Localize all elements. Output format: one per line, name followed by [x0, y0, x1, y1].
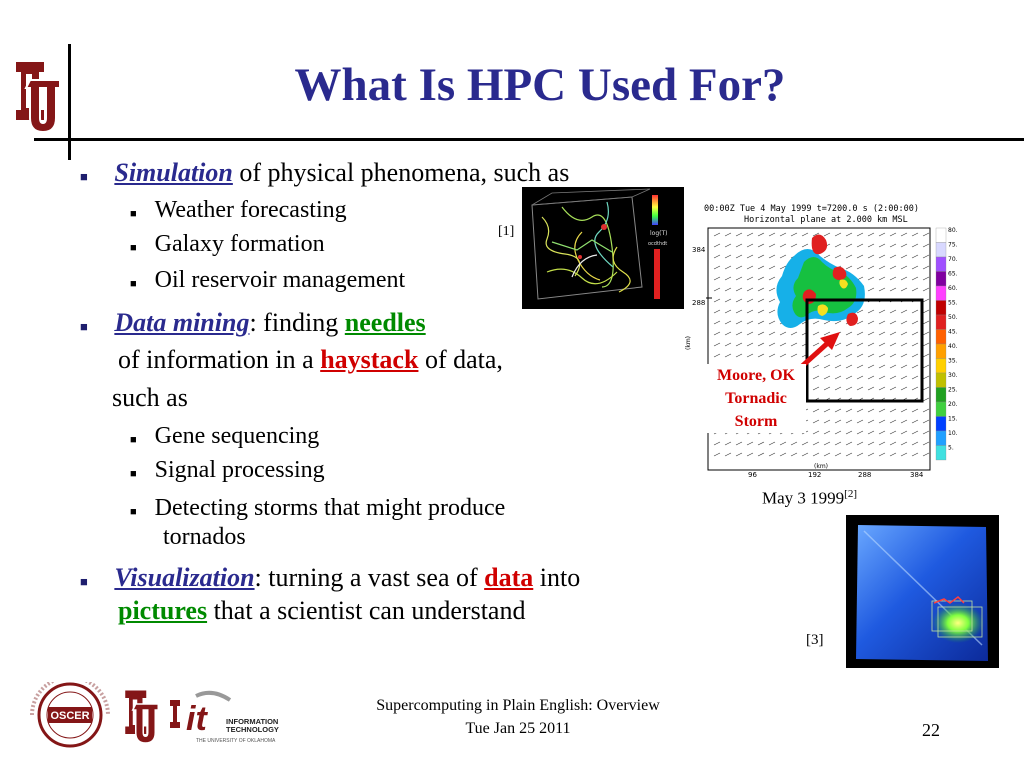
- x-tick-96: 96: [748, 471, 757, 478]
- galaxy-simulation-image: [522, 187, 684, 309]
- keyword-simulation: Simulation: [114, 158, 233, 187]
- scale-label: 75.: [948, 241, 958, 249]
- slide-title: What Is HPC Used For?: [294, 59, 786, 111]
- bullet-square-icon: ■: [130, 468, 137, 480]
- footer-text: [330, 694, 706, 740]
- sub-bullet-storms-cont: tornados: [163, 524, 246, 550]
- citation-1: [1]: [498, 224, 515, 239]
- x-tick-288: 288: [858, 471, 872, 478]
- scale-label: 60.: [948, 285, 958, 292]
- x-axis-unit: (km): [814, 463, 829, 470]
- sub-bullet-weather: ■ Weather forecasting: [130, 197, 347, 223]
- scale-label: 15.: [948, 415, 958, 423]
- oscer-logo-text: OSCER: [50, 710, 90, 722]
- scale-label: 45.: [948, 328, 958, 336]
- bullet-square-icon: ■: [130, 434, 137, 446]
- storm-header-1: 00:00Z Tue 4 May 1999 t=7200.0 s (2:00:00): [704, 204, 919, 214]
- it-logo-line-1: INFORMATION: [226, 717, 279, 726]
- bullet-square-icon: ■: [80, 574, 88, 589]
- sub-bullet-gene: ■ Gene sequencing: [130, 423, 320, 449]
- storm-header-2: Horizontal plane at 2.000 km MSL: [744, 215, 908, 225]
- ou-it-logo: [166, 686, 290, 746]
- it-logo-text: it: [186, 700, 207, 738]
- sub-bullet-signal: ■ Signal processing: [130, 457, 325, 483]
- scale-label: 50.: [948, 314, 958, 321]
- bullet-square-icon: ■: [80, 169, 88, 184]
- data-mining-line3: such as: [112, 383, 188, 412]
- bullet-data-mining: ■ Data mining: finding needles: [80, 308, 426, 337]
- keyword-visualization: Visualization: [114, 563, 255, 592]
- footer-date: Tue Jan 25 2011: [465, 720, 571, 737]
- scale-label: 55.: [948, 299, 958, 307]
- citation-3: [3]: [806, 632, 824, 648]
- visualization-image: [846, 515, 999, 668]
- data-mining-line2: of information in a haystack of data,: [118, 345, 503, 374]
- y-tick-384: 384: [692, 246, 706, 254]
- bullet-square-icon: ■: [80, 319, 88, 334]
- bullet-simulation: [80, 158, 569, 192]
- keyword-data: data: [484, 563, 534, 592]
- it-logo-line-2: TECHNOLOGY: [226, 725, 279, 734]
- header-vertical-rule: [68, 44, 71, 160]
- bullet-square-icon: ■: [130, 242, 137, 254]
- bullet-square-icon: ■: [130, 506, 137, 518]
- sub-bullet-galaxy: ■ Galaxy formation: [130, 231, 325, 257]
- ou-logo: [10, 56, 64, 136]
- scale-label: 20.: [948, 401, 958, 408]
- bullet-square-icon: ■: [130, 208, 137, 220]
- citation-2: May 3 1999[2]: [762, 488, 857, 508]
- storm-radar-image: [684, 196, 960, 478]
- sub-bullet-storms: ■ Detecting storms that might produce: [130, 495, 506, 521]
- scale-label: 80.: [948, 227, 958, 234]
- header-horizontal-rule: [34, 138, 1024, 141]
- scale-label: 35.: [948, 357, 958, 365]
- bullet-square-icon: ■: [130, 278, 137, 290]
- scale-label: 10.: [948, 430, 958, 437]
- scale-label: 40.: [948, 343, 958, 350]
- footer-course: Supercomputing in Plain English: Overview: [376, 697, 660, 714]
- y-tick-288: 288: [692, 299, 706, 307]
- bullet-visualization: ■ Visualization: turning a vast sea of data into: [80, 563, 581, 592]
- keyword-haystack: haystack: [320, 345, 419, 374]
- sub-bullet-oil: ■ Oil reservoir management: [130, 267, 406, 293]
- x-tick-192: 192: [808, 471, 822, 478]
- keyword-data-mining: Data mining: [114, 308, 250, 337]
- storm-label: Moore, OK Tornadic Storm: [706, 364, 806, 433]
- scale-label: 5.: [948, 444, 954, 452]
- visualization-line2: pictures that a scientist can understand: [118, 596, 526, 625]
- ou-footer-logo: [120, 686, 162, 746]
- scale-label: 65.: [948, 270, 958, 278]
- oscer-logo: [24, 682, 116, 748]
- galaxy-legend-2: ocdthdt: [648, 241, 668, 247]
- it-logo-line-3: THE UNIVERSITY OF OKLAHOMA: [196, 738, 276, 744]
- simulation-text: of physical phenomena, such as: [232, 158, 570, 187]
- galaxy-legend-1: log(T): [650, 230, 668, 237]
- keyword-needles: needles: [344, 308, 426, 337]
- keyword-pictures: pictures: [118, 596, 208, 625]
- x-tick-384: 384: [910, 471, 924, 478]
- y-axis-unit: (km): [685, 335, 692, 350]
- scale-label: 30.: [948, 372, 958, 379]
- scale-label: 25.: [948, 386, 958, 394]
- scale-label: 70.: [948, 256, 958, 263]
- page-number: 22: [922, 720, 940, 740]
